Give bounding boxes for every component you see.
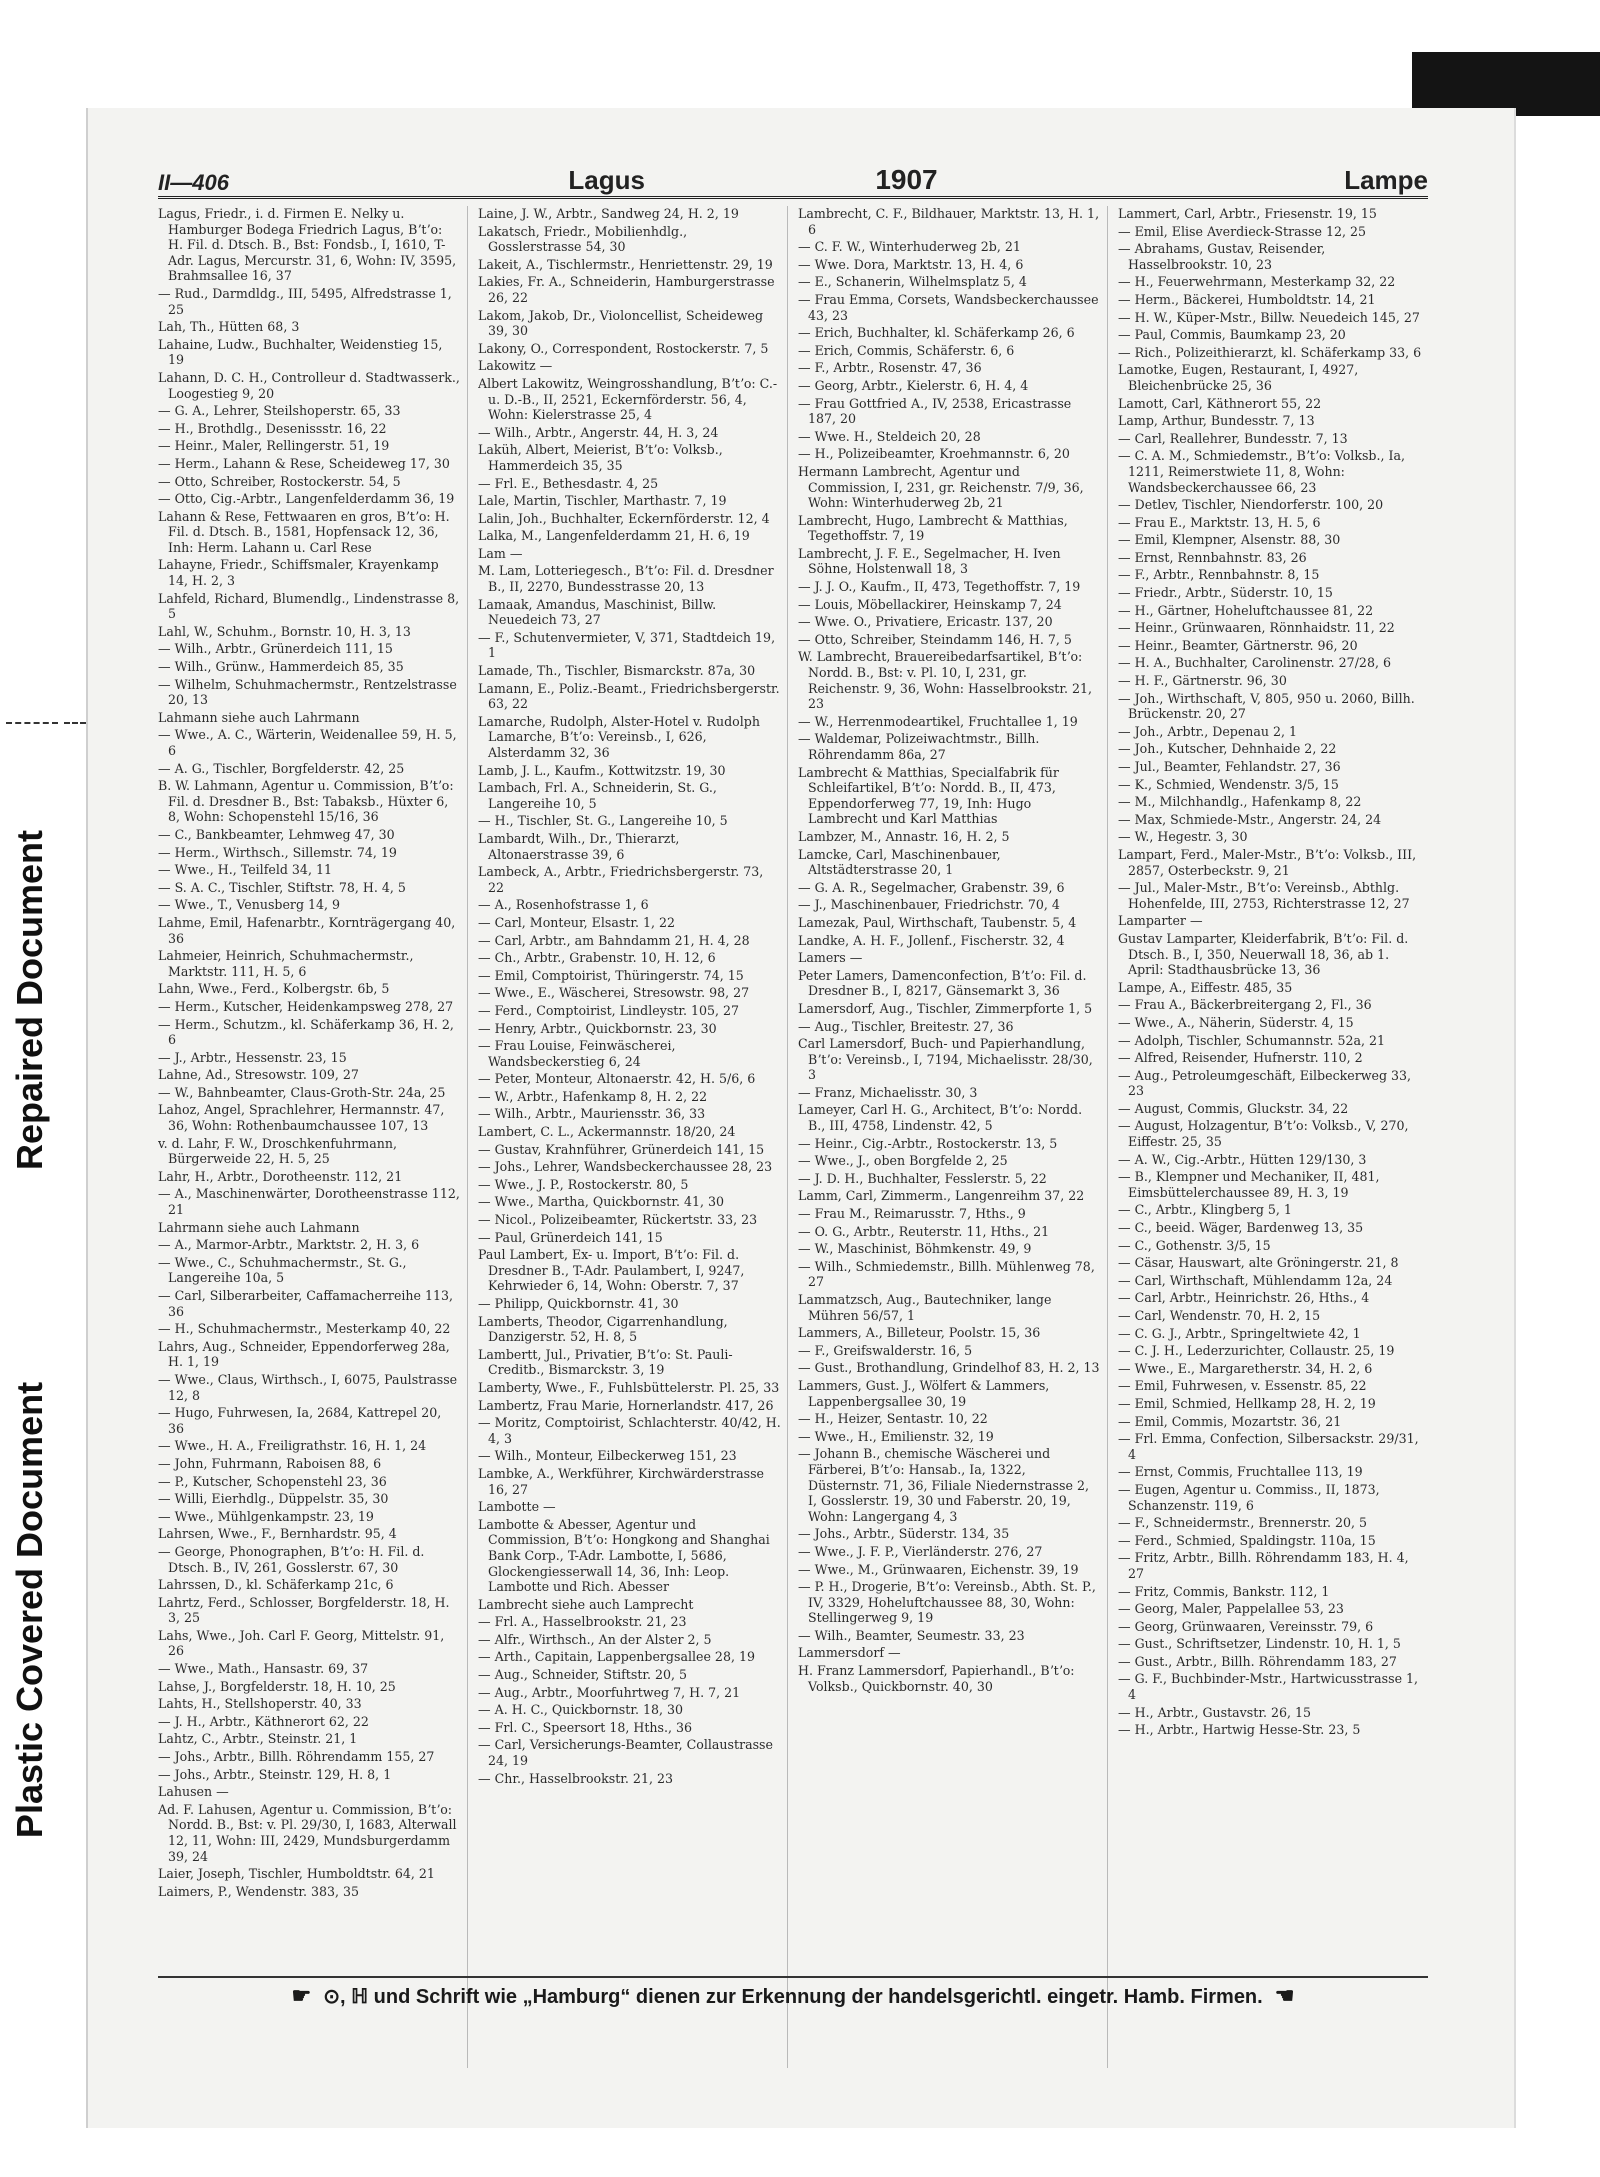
directory-entry: — Peter, Monteur, Altonaerstr. 42, H. 5/6, 6 [478, 1071, 756, 1087]
directory-entry: — Max, Schmiede-Mstr., Angerstr. 24, 24 [1118, 811, 1382, 827]
directory-entry: — Wwe., Claus, Wirthsch., I, 6075, Paulstrasse 12, 8 [158, 1371, 458, 1403]
directory-entry: — Wwe. H., Steldeich 20, 28 [798, 428, 981, 444]
directory-entry: — Otto, Schreiber, Rostockerstr. 54, 5 [158, 473, 401, 489]
directory-entry: — Heinr., Grünwaaren, Rönnhaidstr. 11, 22 [1118, 620, 1395, 636]
directory-entry: Laine, J. W., Arbtr., Sandweg 24, H. 2, 19 [478, 206, 739, 221]
directory-entry: — C., Arbtr., Klingberg 5, 1 [1118, 1202, 1292, 1218]
directory-entry: — A. H. C., Quickbornstr. 18, 30 [478, 1702, 684, 1718]
directory-entry: — W., Maschinist, Böhmkenstr. 49, 9 [798, 1241, 1032, 1257]
directory-entry: — Heinr., Maler, Rellingerstr. 51, 19 [158, 438, 390, 454]
directory-entry: — August, Holzagentur, Bʼtʼo: Volksb., V, 270, Eiffestr. 25, 35 [1118, 1118, 1409, 1150]
pointing-hand-icon: ☛ [291, 1983, 312, 2008]
directory-entry: Carl Lamersdorf, Buch- und Papierhandlung, Bʼtʼo: Vereinsb., I, 7194, Michaelisstr. 28/30, 3 [798, 1036, 1093, 1083]
directory-entry: Ad. F. Lahusen, Agentur u. Commission, Bʼtʼo: Nordd. B., Bst: v. Pl. 29/30, I, 1683, Alterwall 12, 11, Wohn: III, 2429, Mundsburgerdamm 39, 24 [158, 1801, 457, 1864]
directory-entry: Lahts, H., Stellshoperstr. 40, 33 [158, 1696, 362, 1712]
directory-entry: — Heinr., Cig.-Arbtr., Rostockerstr. 13, 5 [798, 1135, 1058, 1151]
directory-entry: — C. J. H., Lederzurichter, Collaustr. 25, 19 [1118, 1343, 1395, 1359]
directory-entry: — A., Maschinenwärter, Dorotheenstrasse 112, 21 [158, 1186, 460, 1218]
directory-entry: — Aug., Schneider, Stiftstr. 20, 5 [478, 1667, 688, 1683]
directory-entry: — Aug., Arbtr., Moorfuhrtweg 7, H. 7, 21 [478, 1684, 741, 1700]
directory-entry: — Joh., Arbtr., Depenau 2, 1 [1118, 723, 1298, 739]
directory-entry: Albert Lakowitz, Weingrosshandlung, Bʼtʼo: C.- u. D.-B., II, 2521, Eckernförderstr. 56, 4, Wohn: Kielerstrasse 25, 4 [478, 375, 778, 423]
directory-entry: — Paul, Commis, Baumkamp 23, 20 [1118, 327, 1346, 343]
directory-entry: — Heinr., Beamter, Gärtnerstr. 96, 20 [1118, 637, 1358, 653]
directory-entry: — Gust., Schriftsetzer, Lindenstr. 10, H. 1, 5 [1118, 1636, 1401, 1652]
directory-entry: Lahrsen, Wwe., F., Bernhardstr. 95, 4 [158, 1526, 397, 1542]
directory-entry: — Wwe., T., Venusberg 14, 9 [158, 897, 341, 913]
directory-entry: — H., Feuerwehrmann, Mesterkamp 32, 22 [1118, 274, 1396, 290]
directory-entry: Laküh, Albert, Meierist, Bʼtʼo: Volksb., Hammerdeich 35, 35 [478, 442, 723, 473]
directory-entry: — Franz, Michaelisstr. 30, 3 [798, 1084, 978, 1100]
directory-entry: Lamberts, Theodor, Cigarrenhandlung, Danzigerstr. 52, H. 8, 5 [478, 1313, 728, 1345]
directory-columns [158, 206, 1428, 2068]
directory-entry: — W., Arbtr., Hafenkamp 8, H. 2, 22 [478, 1088, 708, 1104]
directory-entry: — C. A. M., Schmiedemstr., Bʼtʼo: Volksb., Ia, 1211, Reimerstwiete 11, 8, Wohn: Wandsbeckerchaussee 66, 23 [1118, 448, 1405, 495]
right-keyword: Lampe [1344, 165, 1428, 195]
directory-entry: Lambardt, Wilh., Dr., Thierarzt, Altonaerstrasse 39, 6 [478, 830, 680, 862]
directory-entry: — Erich, Buchhalter, kl. Schäferkamp 26, 6 [798, 325, 1075, 341]
directory-entry: — Fritz, Commis, Bankstr. 112, 1 [1118, 1583, 1330, 1599]
directory-entry: — Jul., Beamter, Fehlandstr. 27, 36 [1118, 759, 1341, 774]
directory-page [86, 108, 1516, 2128]
directory-entry: Lagus, Friedr., i. d. Firmen E. Nelky u. Hamburger Bodega Friedrich Lagus, Bʼtʼo: H. Fil. d. Dtsch. B., Bst: Fondsb., I, 1610, T-Adr. Lagus, Mercurstr. 31, 6, Wohn: IV, 3595, Brahmsallee 16, 37 [158, 206, 457, 284]
directory-entry: — H. A., Buchhalter, Carolinenstr. 27/28, 6 [1118, 655, 1391, 671]
directory-entry: — H., Arbtr., Hartwig Hesse-Str. 23, 5 [1118, 1722, 1361, 1738]
directory-entry: — A., Marmor-Arbtr., Marktstr. 2, H. 3, 6 [158, 1237, 420, 1253]
directory-entry: — Carl, Arbtr., am Bahndamm 21, H. 4, 28 [478, 932, 750, 948]
directory-entry: — Herm., Lahann & Rese, Scheideweg 17, 30 [158, 455, 450, 471]
footer-text: ⊙, ℍ und Schrift wie „Hamburg“ dienen zur Erkennung der handelsgerichtl. eingetr. Hamb. Firmen. [323, 1985, 1263, 2008]
directory-entry: B. W. Lahmann, Agentur u. Commission, Bʼtʼo: Fil. d. Dresdner B., Bst: Tabaksb., Hüxter 6, 8, Wohn: Schopenstehl 15/16, 36 [158, 778, 454, 825]
directory-entry: — Wwe., H. A., Freiligrathstr. 16, H. 1, 24 [158, 1438, 427, 1454]
directory-entry: — Otto, Cig.-Arbtr., Langenfelderdamm 36, 19 [158, 491, 455, 507]
directory-entry: M. Lam, Lotteriegesch., Bʼtʼo: Fil. d. Dresdner B., II, 2270, Bundesstrasse 20, 13 [478, 563, 774, 595]
directory-entry: Lahusen — [158, 1784, 229, 1800]
directory-entry: — H., Tischler, St. G., Langereihe 10, 5 [478, 813, 728, 829]
directory-entry: — Wwe., C., Schuhmachermstr., St. G., Langereihe 10a, 5 [158, 1254, 407, 1286]
directory-entry: Lakeit, A., Tischlermstr., Henriettenstr. 29, 19 [478, 256, 773, 272]
directory-entry: Lah, Th., Hütten 68, 3 [158, 319, 300, 335]
directory-entry: Lammers, A., Billeteur, Poolstr. 15, 36 [798, 1325, 1041, 1341]
directory-entry: — Alfred, Reisender, Hufnerstr. 110, 2 [1118, 1050, 1363, 1066]
directory-entry: Laier, Joseph, Tischler, Humboldtstr. 64, 21 [158, 1866, 435, 1882]
directory-entry: — Carl, Reallehrer, Bundesstr. 7, 13 [1118, 430, 1348, 446]
directory-entry: — Emil, Commis, Mozartstr. 36, 21 [1118, 1413, 1342, 1429]
directory-entry: Lahs, Wwe., Joh. Carl F. Georg, Mittelstr. 91, 26 [158, 1627, 445, 1659]
directory-entry: Lamarche, Rudolph, Alster-Hotel v. Rudolph Lamarche, Bʼtʼo: Vereinsb., I, 626, Alsterdamm 32, 36 [478, 713, 760, 760]
directory-entry: — Wwe., A. C., Wärterin, Weidenallee 59, H. 5, 6 [158, 727, 457, 758]
directory-entry: — Henry, Arbtr., Quickbornstr. 23, 30 [478, 1020, 717, 1036]
directory-entry: — Joh., Kutscher, Dehnhaide 2, 22 [1118, 741, 1337, 757]
directory-entry: — S. A. C., Tischler, Stiftstr. 78, H. 4, 5 [158, 879, 406, 895]
directory-entry: — Eugen, Agentur u. Commiss., II, 1873, Schanzenstr. 119, 6 [1118, 1481, 1380, 1513]
directory-entry: — E., Schanerin, Wilhelmsplatz 5, 4 [798, 274, 1027, 290]
directory-entry: — J., Arbtr., Hessenstr. 23, 15 [158, 1049, 347, 1065]
directory-entry: — Herm., Bäckerei, Humboldtstr. 14, 21 [1118, 291, 1376, 307]
directory-column [478, 206, 788, 2068]
directory-entry: — Ernst, Commis, Fruchtallee 113, 19 [1118, 1464, 1363, 1480]
directory-entry: Lammersdorf — [798, 1645, 901, 1661]
directory-entry: — K., Schmied, Wendenstr. 3/5, 15 [1118, 776, 1339, 792]
directory-entry: — Wilh., Arbtr., Angerstr. 44, H. 3, 24 [478, 424, 719, 440]
page-number: II—406 [158, 170, 229, 195]
directory-entry: — Carl, Monteur, Elsastr. 1, 22 [478, 914, 676, 930]
directory-entry: Lammers, Gust. J., Wölfert & Lammers, Lappenbergsallee 30, 19 [798, 1377, 1050, 1409]
directory-entry: — W., Bahnbeamter, Claus-Groth-Str. 24a, 25 [158, 1084, 446, 1100]
directory-entry: — Philipp, Quickbornstr. 41, 30 [478, 1296, 679, 1311]
directory-entry: — Wilh., Monteur, Eilbeckerweg 151, 23 [478, 1448, 737, 1464]
directory-entry: — Wwe., J., oben Borgfelde 2, 25 [798, 1153, 1008, 1169]
directory-entry: — Frau Gottfried A., IV, 2538, Ericastrasse 187, 20 [798, 395, 1072, 427]
directory-entry: Lamm, Carl, Zimmerm., Langenreihm 37, 22 [798, 1188, 1085, 1204]
directory-entry: — Rud., Darmdldg., III, 5495, Alfredstrasse 1, 25 [158, 285, 452, 317]
directory-entry: Lakies, Fr. A., Schneiderin, Hamburgerstrasse 26, 22 [478, 274, 775, 305]
directory-entry: Lahann & Rese, Fettwaaren en gros, Bʼtʼo: H. Fil. d. Dtsch. B., 1581, Hopfensack 12, 36, Inh: Herm. Lahann u. Carl Rese [158, 508, 450, 555]
directory-entry: — Frau E., Marktstr. 13, H. 5, 6 [1118, 514, 1321, 530]
directory-entry: Lahr, H., Arbtr., Dorotheenstr. 112, 21 [158, 1168, 403, 1184]
directory-entry: Lambertz, Frau Marie, Hornerlandstr. 417, 26 [478, 1397, 774, 1413]
directory-entry: — Wwe., Math., Hansastr. 69, 37 [158, 1661, 369, 1677]
directory-entry: — Rich., Polizeithierarzt, kl. Schäferkamp 33, 6 [1118, 344, 1422, 360]
directory-entry: — Gust., Arbtr., Billh. Röhrendamm 183, 27 [1118, 1653, 1397, 1669]
directory-entry: — C. F. W., Winterhuderweg 2b, 21 [798, 239, 1021, 255]
directory-entry: — C., Gothenstr. 3/5, 15 [1118, 1237, 1271, 1253]
directory-entry: H. Franz Lammersdorf, Papierhandl., Bʼtʼo: Volksb., Quickbornstr. 40, 30 [798, 1663, 1075, 1694]
directory-entry: — Gust., Brothandlung, Grindelhof 83, H. 2, 13 [798, 1360, 1100, 1376]
directory-entry: Lakony, O., Correspondent, Rostockerstr. 7, 5 [478, 340, 769, 356]
directory-entry: Lameyer, Carl H. G., Architect, Bʼtʼo: Nordd. B., III, 4758, Lindenstr. 42, 5 [798, 1102, 1083, 1134]
directory-entry: Lambzer, M., Annastr. 16, H. 2, 5 [798, 828, 1010, 844]
directory-entry: — Wwe., Mühlgenkampstr. 23, 19 [158, 1508, 374, 1524]
directory-entry: Lahayne, Friedr., Schiffsmaler, Krayenkamp 14, H. 2, 3 [158, 557, 439, 589]
directory-entry: — H., Heizer, Sentastr. 10, 22 [798, 1411, 988, 1427]
directory-entry: — Gustav, Krahnführer, Grünerdeich 141, 15 [478, 1141, 765, 1157]
directory-entry: — M., Milchhandlg., Hafenkamp 8, 22 [1118, 794, 1362, 810]
directory-entry: Lalka, M., Langenfelderdamm 21, H. 6, 19 [478, 528, 750, 544]
directory-entry: — C., beeid. Wäger, Bardenweg 13, 35 [1118, 1220, 1364, 1236]
directory-entry: Lale, Martin, Tischler, Marthastr. 7, 19 [478, 493, 727, 509]
left-keyword: Lagus [568, 165, 645, 195]
repaired-document-label: Repaired Document [9, 829, 51, 1171]
directory-entry: — August, Commis, Gluckstr. 34, 22 [1118, 1100, 1349, 1116]
directory-entry: — Johs., Arbtr., Süderstr. 134, 35 [798, 1526, 1010, 1542]
directory-entry: — W., Herrenmodeartikel, Fruchtallee 1, 19 [798, 713, 1078, 729]
directory-entry: — Jul., Maler-Mstr., Bʼtʼo: Vereinsb., Abthlg. Hohenfelde, III, 2753, Richterstrasse 12, 27 [1118, 880, 1410, 911]
directory-entry: — H. W., Küper-Mstr., Billw. Neuedeich 145, 27 [1118, 309, 1420, 325]
directory-entry: — Herm., Wirthsch., Sillemstr. 74, 19 [158, 844, 397, 860]
directory-entry: — Wwe., M., Grünwaaren, Eichenstr. 39, 19 [798, 1561, 1079, 1577]
directory-entry: — Friedr., Arbtr., Süderstr. 10, 15 [1118, 585, 1333, 601]
directory-entry: — George, Phonographen, Bʼtʼo: H. Fil. d. Dtsch. B., IV, 261, Gosslerstr. 67, 30 [158, 1543, 425, 1575]
directory-entry: — Herm., Schutzm., kl. Schäferkamp 36, H. 2, 6 [158, 1016, 454, 1048]
directory-entry: — F., Schneidermstr., Brennerstr. 20, 5 [1118, 1515, 1368, 1531]
directory-entry: — F., Arbtr., Rennbahnstr. 8, 15 [1118, 567, 1320, 583]
directory-entry: Lambrecht siehe auch Lamprecht [478, 1596, 694, 1612]
directory-entry: — H., Schuhmachermstr., Mesterkamp 40, 22 [158, 1321, 451, 1337]
directory-entry: — Georg, Arbtr., Kielerstr. 6, H. 4, 4 [798, 377, 1029, 393]
directory-entry: — H., Gärtner, Hoheluftchaussee 81, 22 [1118, 602, 1374, 618]
directory-entry: — A., Rosenhofstrasse 1, 6 [478, 897, 649, 913]
directory-entry: — John, Fuhrmann, Raboisen 88, 6 [158, 1455, 382, 1471]
directory-entry: — Herm., Kutscher, Heidenkampsweg 278, 27 [158, 998, 454, 1014]
directory-entry: Lahrtz, Ferd., Schlosser, Borgfelderstr. 18, H. 3, 25 [158, 1594, 450, 1626]
directory-entry: — Wilh., Schmiedemstr., Billh. Mühlenweg 78, 27 [798, 1258, 1095, 1290]
directory-entry: Lahse, J., Borgfelderstr. 18, H. 10, 25 [158, 1678, 396, 1694]
directory-entry: — J. D. H., Buchhalter, Fesslerstr. 5, 22 [798, 1170, 1047, 1186]
directory-entry: — Carl, Wendenstr. 70, H. 2, 15 [1118, 1308, 1321, 1323]
directory-entry: — Wilh., Beamter, Seumestr. 33, 23 [798, 1627, 1025, 1643]
directory-entry: — Georg, Maler, Pappelallee 53, 23 [1118, 1601, 1344, 1617]
directory-entry: v. d. Lahr, F. W., Droschkenfuhrmann, Bürgerweide 22, H. 5, 25 [158, 1135, 397, 1167]
directory-entry: — B., Klempner und Mechaniker, II, 481, Eimsbüttelerchaussee 89, H. 3, 19 [1118, 1169, 1380, 1200]
directory-entry: — Carl, Silberarbeiter, Caffamacherreihe 113, 36 [158, 1288, 454, 1319]
directory-entry: — Louis, Möbellackirer, Heinskamp 7, 24 [798, 596, 1062, 612]
directory-entry: — Frl. C., Speersort 18, Hths., 36 [478, 1719, 693, 1735]
directory-entry: Lakatsch, Friedr., Mobilienhdlg., Gosslerstrasse 54, 30 [478, 223, 688, 255]
directory-entry: Lahtz, C., Arbtr., Steinstr. 21, 1 [158, 1731, 358, 1747]
directory-entry: Lamparter — [1118, 913, 1203, 929]
directory-entry: — Emil, Schmied, Hellkamp 28, H. 2, 19 [1118, 1395, 1376, 1411]
directory-column [798, 206, 1108, 2068]
cut-mark [6, 722, 58, 724]
directory-entry: — Cäsar, Hauswart, alte Gröningerstr. 21, 8 [1118, 1255, 1399, 1271]
directory-entry: — Carl, Arbtr., Heinrichstr. 26, Hths., 4 [1118, 1290, 1370, 1306]
directory-entry: — Emil, Klempner, Alsenstr. 88, 30 [1118, 532, 1341, 548]
directory-entry: — Frl. E., Bethesdastr. 4, 25 [478, 475, 659, 491]
directory-entry: — Wwe., H., Emilienstr. 32, 19 [798, 1428, 994, 1444]
directory-entry: — A. W., Cig.-Arbtr., Hütten 129/130, 3 [1118, 1151, 1367, 1167]
directory-entry: — Carl, Wirthschaft, Mühlendamm 12a, 24 [1118, 1272, 1393, 1288]
directory-entry: — Emil, Elise Averdieck-Strasse 12, 25 [1118, 223, 1367, 239]
directory-entry: Lammert, Carl, Arbtr., Friesenstr. 19, 15 [1118, 206, 1377, 221]
directory-entry: — O. G., Arbtr., Reuterstr. 11, Hths., 21 [798, 1223, 1050, 1239]
directory-entry: — H. F., Gärtnerstr. 96, 30 [1118, 673, 1287, 689]
directory-entry: Lahfeld, Richard, Blumendlg., Lindenstrasse 8, 5 [158, 590, 460, 622]
directory-entry: — Frl. Emma, Confection, Silbersackstr. 29/31, 4 [1118, 1431, 1419, 1462]
directory-entry: Lakom, Jakob, Dr., Violoncellist, Scheideweg 39, 30 [478, 307, 764, 339]
directory-entry: Lambertt, Jul., Privatier, Bʼtʼo: St. Pauli-Creditb., Bismarckstr. 3, 19 [478, 1346, 733, 1378]
directory-entry: — H., Brothdlg., Desenissstr. 16, 22 [158, 420, 387, 436]
directory-entry: — Emil, Fuhrwesen, v. Essenstr. 85, 22 [1118, 1378, 1367, 1394]
page-header [158, 148, 1428, 199]
directory-entry: — Erich, Commis, Schäferstr. 6, 6 [798, 342, 1015, 358]
directory-entry: — Willi, Eierhdlg., Düppelstr. 35, 30 [158, 1491, 389, 1507]
directory-entry: — J. H., Arbtr., Käthnerort 62, 22 [158, 1713, 369, 1729]
black-corner-tab [1412, 52, 1600, 116]
directory-entry: — H., Polizeibeamter, Kroehmannstr. 6, 20 [798, 446, 1070, 462]
directory-entry: — F., Arbtr., Rosenstr. 47, 36 [798, 360, 982, 376]
directory-entry: Lamcke, Carl, Maschinenbauer, Altstädterstrasse 20, 1 [798, 846, 1001, 878]
directory-entry: — Wilhelm, Schuhmachermstr., Rentzelstrasse 20, 13 [158, 676, 457, 708]
directory-entry: — A. G., Tischler, Borgfelderstr. 42, 25 [158, 760, 405, 776]
directory-entry: — Otto, Schreiber, Steindamm 146, H. 7, 5 [798, 631, 1072, 647]
directory-entry: — Alfr., Wirthsch., An der Alster 2, 5 [478, 1631, 712, 1647]
directory-entry: — Frau Emma, Corsets, Wandsbeckerchaussee 43, 23 [798, 291, 1099, 323]
directory-entry: — Carl, Versicherungs-Beamter, Collaustrasse 24, 19 [478, 1737, 773, 1769]
directory-entry: Lamp, Arthur, Bundesstr. 7, 13 [1118, 413, 1315, 429]
directory-entry: Lambrecht, C. F., Bildhauer, Marktstr. 13, H. 1, 6 [798, 206, 1100, 237]
directory-entry: — Wilh., Arbtr., Mauriensstr. 36, 33 [478, 1106, 706, 1122]
directory-entry: Lammatzsch, Aug., Bautechniker, lange Mühren 56/57, 1 [798, 1292, 1052, 1323]
directory-entry: Lahrmann siehe auch Lahmann [158, 1219, 360, 1235]
directory-column [158, 206, 468, 2068]
directory-entry: Lahmann siehe auch Lahrmann [158, 709, 360, 725]
directory-entry: — Wwe. O., Privatiere, Ericastr. 137, 20 [798, 614, 1053, 630]
directory-entry: — Joh., Wirthschaft, V, 805, 950 u. 2060, Billh. Brückenstr. 20, 27 [1118, 690, 1415, 722]
directory-entry: Lamott, Carl, Käthnerort 55, 22 [1118, 395, 1322, 411]
directory-entry: — Wwe., E., Margaretherstr. 34, H. 2, 6 [1118, 1360, 1373, 1376]
directory-entry: Lahmeier, Heinrich, Schuhmachermstr., Marktstr. 111, H. 5, 6 [158, 948, 414, 979]
directory-entry: Lahn, Wwe., Ferd., Kolbergstr. 6b, 5 [158, 981, 390, 997]
directory-entry: Lam — [478, 545, 523, 561]
directory-entry: — G. A., Lehrer, Steilshoperstr. 65, 33 [158, 403, 401, 419]
directory-entry: — Emil, Comptoirist, Thüringerstr. 74, 15 [478, 967, 744, 983]
cut-mark [64, 722, 86, 724]
directory-entry: — Ernst, Rennbahnstr. 83, 26 [1118, 549, 1307, 565]
directory-entry: Lambotte — [478, 1499, 556, 1515]
footer-notice [158, 1976, 1428, 2014]
year: 1907 [875, 164, 938, 195]
directory-entry: — F., Schutenvermieter, V, 371, Stadtdeich 19, 1 [478, 629, 776, 661]
directory-entry: — Wwe., E., Wäscherei, Stresowstr. 98, 27 [478, 985, 750, 1001]
directory-entry: Lambotte & Abesser, Agentur und Commission, Bʼtʼo: Hongkong and Shanghai Bank Corp., T-Adr. Lambotte, I, 5686, Glockengiesserwall 14, 36, Inh: Leop. Lambotte und Rich. Abesser [478, 1516, 770, 1595]
directory-entry: Lahrs, Aug., Schneider, Eppendorferweg 28a, H. 1, 19 [158, 1338, 450, 1370]
directory-entry: Lamade, Th., Tischler, Bismarckstr. 87a, 30 [478, 663, 756, 679]
directory-entry: Lamaak, Amandus, Maschinist, Billw. Neuedeich 73, 27 [478, 596, 717, 628]
directory-entry: — Arth., Capitain, Lappenbergsallee 28, 19 [478, 1649, 755, 1665]
directory-entry: — Johann B., chemische Wäscherei und Färberei, Bʼtʼo: Hansab., Ia, 1322, Düsternstr. 71, 36, Filiale Niedernstrasse 2, I, Gosslerstr. 19, 30 und Faberstr. 20, 19, Wohn: Langergang 4, 3 [798, 1446, 1089, 1524]
directory-entry: Lambke, A., Werkführer, Kirchwärderstrasse 16, 27 [478, 1465, 764, 1497]
directory-entry: — Frl. A., Hasselbrookstr. 21, 23 [478, 1614, 687, 1630]
directory-entry: — Aug., Petroleumgeschäft, Eilbeckerweg 33, 23 [1118, 1067, 1412, 1099]
directory-entry: — Wilh., Grünw., Hammerdeich 85, 35 [158, 659, 404, 675]
directory-entry: Lambach, Frl. A., Schneiderin, St. G., Langereihe 10, 5 [478, 780, 717, 811]
directory-entry: — J. J. O., Kaufm., II, 473, Tegethoffstr. 7, 19 [798, 579, 1081, 595]
directory-entry: — C. G. J., Arbtr., Springeltwiete 42, 1 [1118, 1325, 1361, 1341]
directory-entry: Lamotke, Eugen, Restaurant, I, 4927, Bleichenbrücke 25, 36 [1118, 362, 1359, 393]
directory-entry: Paul Lambert, Ex- u. Import, Bʼtʼo: Fil. d. Dresdner B., T-Adr. Paulambert, I, 9247, Kehrwieder 6, 14, Wohn: Oberstr. 7, 37 [478, 1247, 745, 1294]
directory-entry: — Abrahams, Gustav, Reisender, Hasselbrookstr. 10, 23 [1118, 241, 1326, 272]
directory-entry: — G. A. R., Segelmacher, Grabenstr. 39, 6 [798, 879, 1065, 895]
directory-entry: — P., Kutscher, Schopenstehl 23, 36 [158, 1473, 387, 1489]
directory-entry: W. Lambrecht, Brauereibedarfsartikel, Bʼtʼo: Nordd. B., Bst: v. Pl. 10, I, 231, gr. Reichenstr. 9, 36, Wohn: Hasselbrookstr. 21, 23 [798, 649, 1093, 712]
directory-entry: Lahne, Ad., Stresowstr. 109, 27 [158, 1067, 359, 1083]
directory-entry: — Ch., Arbtr., Grabenstr. 10, H. 12, 6 [478, 950, 716, 966]
directory-entry: — Nicol., Polizeibeamter, Rückertstr. 33, 23 [478, 1212, 758, 1228]
directory-entry: — Wwe., J. F. P., Vierländerstr. 276, 27 [798, 1543, 1043, 1559]
directory-entry: Lahann, D. C. H., Controlleur d. Stadtwasserk., Loogestieg 9, 20 [158, 369, 460, 401]
directory-entry: — Detlev, Tischler, Niendorferstr. 100, 20 [1118, 497, 1384, 513]
directory-entry: Lambert, C. L., Ackermannstr. 18/20, 24 [478, 1124, 736, 1140]
directory-entry: Lahrssen, D., kl. Schäferkamp 21c, 6 [158, 1577, 394, 1593]
directory-entry: — Wilh., Arbtr., Grünerdeich 111, 15 [158, 641, 393, 657]
directory-entry: Lamann, E., Poliz.-Beamt., Friedrichsbergerstr. 63, 22 [478, 680, 780, 712]
directory-entry: Lakowitz — [478, 358, 553, 374]
directory-entry: Lambrecht, Hugo, Lambrecht & Matthias, Tegethoffstr. 7, 19 [798, 512, 1068, 544]
directory-entry: — Ferd., Schmied, Spaldingstr. 110a, 15 [1118, 1532, 1376, 1548]
directory-entry: — J., Maschinenbauer, Friedrichstr. 70, 4 [798, 897, 1060, 913]
directory-entry: Lamezak, Paul, Wirthschaft, Taubenstr. 5, 4 [798, 914, 1077, 930]
directory-entry: — Georg, Grünwaaren, Vereinsstr. 79, 6 [1118, 1618, 1374, 1634]
directory-entry: Lahl, W., Schuhm., Bornstr. 10, H. 3, 13 [158, 623, 411, 639]
directory-entry: — G. F., Buchbinder-Mstr., Hartwicusstrasse 1, 4 [1118, 1671, 1419, 1703]
directory-entry: Laimers, P., Wendenstr. 383, 35 [158, 1883, 360, 1899]
directory-entry: Lamersdorf, Aug., Tischler, Zimmerpforte 1, 5 [798, 1000, 1093, 1016]
directory-entry: — P. H., Drogerie, Bʼtʼo: Vereinsb., Abth. St. P., IV, 3329, Hoheluftchaussee 88, 30, Wohn: Stellingerweg 9, 19 [798, 1579, 1096, 1626]
directory-column [1118, 206, 1428, 2068]
directory-entry: Lambrecht & Matthias, Specialfabrik für Schleifartikel, Bʼtʼo: Nordd. B., II, 473, Eppendorferweg 77, 19, Inh: Hugo Lambrecht und Karl Matthias [798, 764, 1059, 827]
directory-entry: — Johs., Lehrer, Wandsbeckerchaussee 28, 23 [478, 1159, 773, 1175]
directory-entry: — Ferd., Comptoirist, Lindleystr. 105, 27 [478, 1002, 740, 1018]
pointing-hand-icon: ☚ [1274, 1983, 1295, 2008]
directory-entry: — Frau Louise, Feinwäscherei, Wandsbeckerstieg 6, 24 [478, 1038, 676, 1069]
directory-entry: Lambrecht, J. F. E., Segelmacher, H. Iven Söhne, Holstenwall 18, 3 [798, 545, 1061, 577]
directory-entry: Peter Lamers, Damenconfection, Bʼtʼo: Fil. d. Dresdner B., I, 8217, Gänsemarkt 3, 36 [798, 967, 1087, 999]
directory-entry: — Wwe., Martha, Quickbornstr. 41, 30 [478, 1194, 725, 1210]
directory-entry: — Hugo, Fuhrwesen, Ia, 2684, Kattrepel 20, 36 [158, 1405, 442, 1436]
directory-entry: — Frau M., Reimarusstr. 7, Hths., 9 [798, 1206, 1026, 1222]
directory-entry: — H., Arbtr., Gustavstr. 26, 15 [1118, 1704, 1312, 1720]
directory-entry: Lambeck, A., Arbtr., Friedrichsbergerstr. 73, 22 [478, 864, 764, 895]
directory-entry: — W., Hegestr. 3, 30 [1118, 829, 1248, 845]
directory-entry: — Paul, Grünerdeich 141, 15 [478, 1229, 663, 1245]
directory-entry: Landke, A. H. F., Jollenf., Fischerstr. 32, 4 [798, 932, 1065, 948]
directory-entry: Lahoz, Angel, Sprachlehrer, Hermannstr. 47, 36, Wohn: Rothenbaumchaussee 107, 13 [158, 1102, 445, 1134]
directory-entry: Lamberty, Wwe., F., Fuhlsbüttelerstr. Pl. 25, 33 [478, 1379, 780, 1395]
directory-entry: — Aug., Tischler, Breitestr. 27, 36 [798, 1018, 1014, 1034]
directory-entry: Lamers — [798, 950, 863, 966]
directory-entry: Lahme, Emil, Hafenarbtr., Kornträgergang 40, 36 [158, 914, 456, 946]
directory-entry: — Wwe., H., Teilfeld 34, 11 [158, 862, 332, 878]
directory-entry: Lampe, A., Eiffestr. 485, 35 [1118, 979, 1293, 995]
directory-entry: — Johs., Arbtr., Billh. Röhrendamm 155, 27 [158, 1749, 435, 1765]
directory-entry: — Wwe., A., Näherin, Süderstr. 4, 15 [1118, 1014, 1354, 1030]
directory-entry: — Waldemar, Polizeiwachtmstr., Billh. Röhrendamm 86a, 27 [798, 731, 1040, 762]
directory-entry: Lampart, Ferd., Maler-Mstr., Bʼtʼo: Volksb., III, 2857, Osterbeckstr. 9, 21 [1118, 846, 1417, 878]
directory-entry: Lamb, J. L., Kaufm., Kottwitzstr. 19, 30 [478, 762, 726, 778]
directory-entry: — Moritz, Comptoirist, Schlachterstr. 40/42, H. 4, 3 [478, 1415, 781, 1446]
directory-entry: — Wwe. Dora, Marktstr. 13, H. 4, 6 [798, 256, 1024, 272]
directory-entry: — C., Bankbeamter, Lehmweg 47, 30 [158, 826, 395, 842]
directory-entry: Hermann Lambrecht, Agentur und Commission, I, 231, gr. Reichenstr. 7/9, 36, Wohn: Winterhuderweg 2b, 21 [798, 463, 1084, 511]
directory-entry: — Adolph, Tischler, Schumannstr. 52a, 21 [1118, 1032, 1386, 1048]
directory-entry: — Wwe., J. P., Rostockerstr. 80, 5 [478, 1176, 689, 1192]
directory-entry: — F., Greifswalderstr. 16, 5 [798, 1342, 973, 1358]
directory-entry: Lalin, Joh., Buchhalter, Eckernförderstr. 12, 4 [478, 510, 770, 526]
directory-entry: — Chr., Hasselbrookstr. 21, 23 [478, 1770, 673, 1786]
directory-entry: Lahaine, Ludw., Buchhalter, Weidenstieg 15, 19 [158, 336, 443, 368]
directory-entry: — Johs., Arbtr., Steinstr. 129, H. 8, 1 [158, 1766, 392, 1782]
directory-entry: Gustav Lamparter, Kleiderfabrik, Bʼtʼo: Fil. d. Dtsch. B., I, 350, Neuerwall 18, 36, ab 1. April: Stadthausbrücke 13, 36 [1118, 930, 1409, 978]
plastic-covered-label: Plastic Covered Document [9, 1381, 51, 1839]
directory-entry: — Fritz, Arbtr., Billh. Röhrendamm 183, H. 4, 27 [1118, 1550, 1409, 1581]
directory-entry: — Frau A., Bäckerbreitergang 2, Fl., 36 [1118, 997, 1372, 1013]
